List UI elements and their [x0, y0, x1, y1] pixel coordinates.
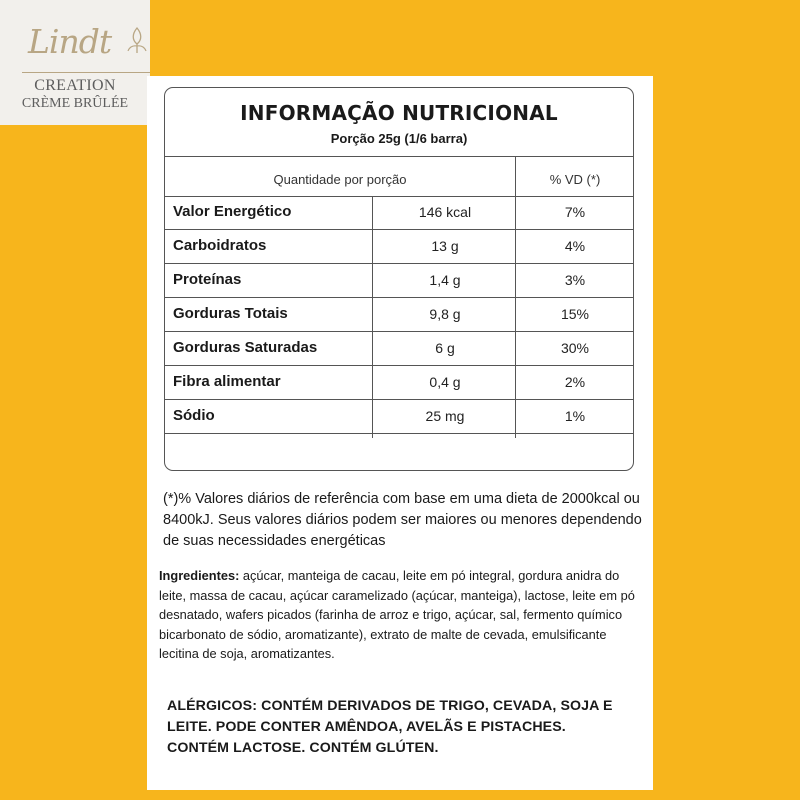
- nutrient-name: Fibra alimentar: [173, 373, 281, 390]
- nutrient-amount: 9,8 g: [429, 306, 461, 322]
- table-row: [165, 196, 633, 230]
- nutrient-name: Gorduras Totais: [173, 305, 288, 322]
- nutrition-rows: [165, 196, 633, 434]
- brand-line-creation: CREATION: [34, 77, 116, 94]
- divider: [165, 156, 633, 157]
- table-row: [165, 366, 633, 400]
- ingredients-text: açúcar, manteiga de cacau, leite em pó integral, gordura anidra do leite, massa de cacau, açúcar caramelizado (açúcar, manteiga), lactose, leite em pó desnatado, wafers picados (farinha de arroz e trigo, açúcar, sal, fermento químico bicarbonato de sódio, aromatizante), extrato de malte de cevada, emulsificante lecitina de soja, aromatizantes.: [159, 568, 635, 661]
- nutrient-name: Valor Energético: [173, 203, 292, 220]
- nutrition-table: [164, 87, 634, 471]
- nutrient-daily-value: 1%: [564, 408, 586, 424]
- table-row: [165, 264, 633, 298]
- nutrient-amount: 0,4 g: [429, 374, 461, 390]
- nutrient-name: Proteínas: [173, 271, 242, 288]
- nutrient-amount: 6 g: [435, 340, 455, 356]
- divider: [515, 196, 516, 438]
- table-row: [165, 400, 633, 434]
- divider: [372, 196, 373, 438]
- nutrient-name: Sódio: [173, 407, 215, 424]
- table-row: [165, 332, 633, 366]
- header-quantity: Quantidade por porção: [273, 172, 407, 187]
- allergens-warning: ALÉRGICOS: CONTÉM DERIVADOS DE TRIGO, CEVADA, SOJA E LEITE. PODE CONTER AMÊNDOA, AVELÃS E PISTACHES. CONTÉM LACTOSE. CONTÉM GLÚTEN.: [167, 698, 613, 756]
- nutrient-amount: 1,4 g: [429, 272, 461, 288]
- brand-logo: Lindt: [28, 22, 112, 61]
- portion-size: Porção 25g (1/6 barra): [330, 131, 468, 146]
- nutrient-amount: 146 kcal: [418, 204, 472, 220]
- brand-line-flavor: CRÈME BRÛLÉE: [21, 96, 129, 111]
- nutrient-name: Gorduras Saturadas: [173, 339, 318, 356]
- nutrient-amount: 25 mg: [425, 408, 465, 424]
- nutrient-daily-value: 2%: [564, 374, 586, 390]
- ingredients-label: Ingredientes:: [159, 568, 240, 583]
- brand-divider: [22, 72, 150, 73]
- table-row: [165, 230, 633, 264]
- nutrient-name: Carboidratos: [173, 237, 267, 254]
- header-daily-value: % VD (*): [549, 172, 601, 187]
- daily-value-footnote: (*)% Valores diários de referência com base em uma dieta de 2000kcal ou 8400kJ. Seus valores diários podem ser maiores ou menores dependendo de suas necessidades energéticas: [163, 491, 642, 549]
- brand-block: [0, 0, 150, 125]
- table-row: [165, 298, 633, 332]
- nutrition-title: INFORMAÇÃO NUTRICIONAL: [240, 101, 558, 125]
- cocoa-leaf-icon: [126, 26, 148, 54]
- nutrient-amount: 13 g: [431, 238, 459, 254]
- nutrient-daily-value: 3%: [564, 272, 586, 288]
- nutrient-daily-value: 15%: [560, 306, 590, 322]
- nutrient-daily-value: 30%: [560, 340, 590, 356]
- nutrient-daily-value: 4%: [564, 238, 586, 254]
- ingredients-block: [159, 566, 649, 664]
- label-panel: [147, 76, 653, 790]
- nutrient-daily-value: 7%: [564, 204, 586, 220]
